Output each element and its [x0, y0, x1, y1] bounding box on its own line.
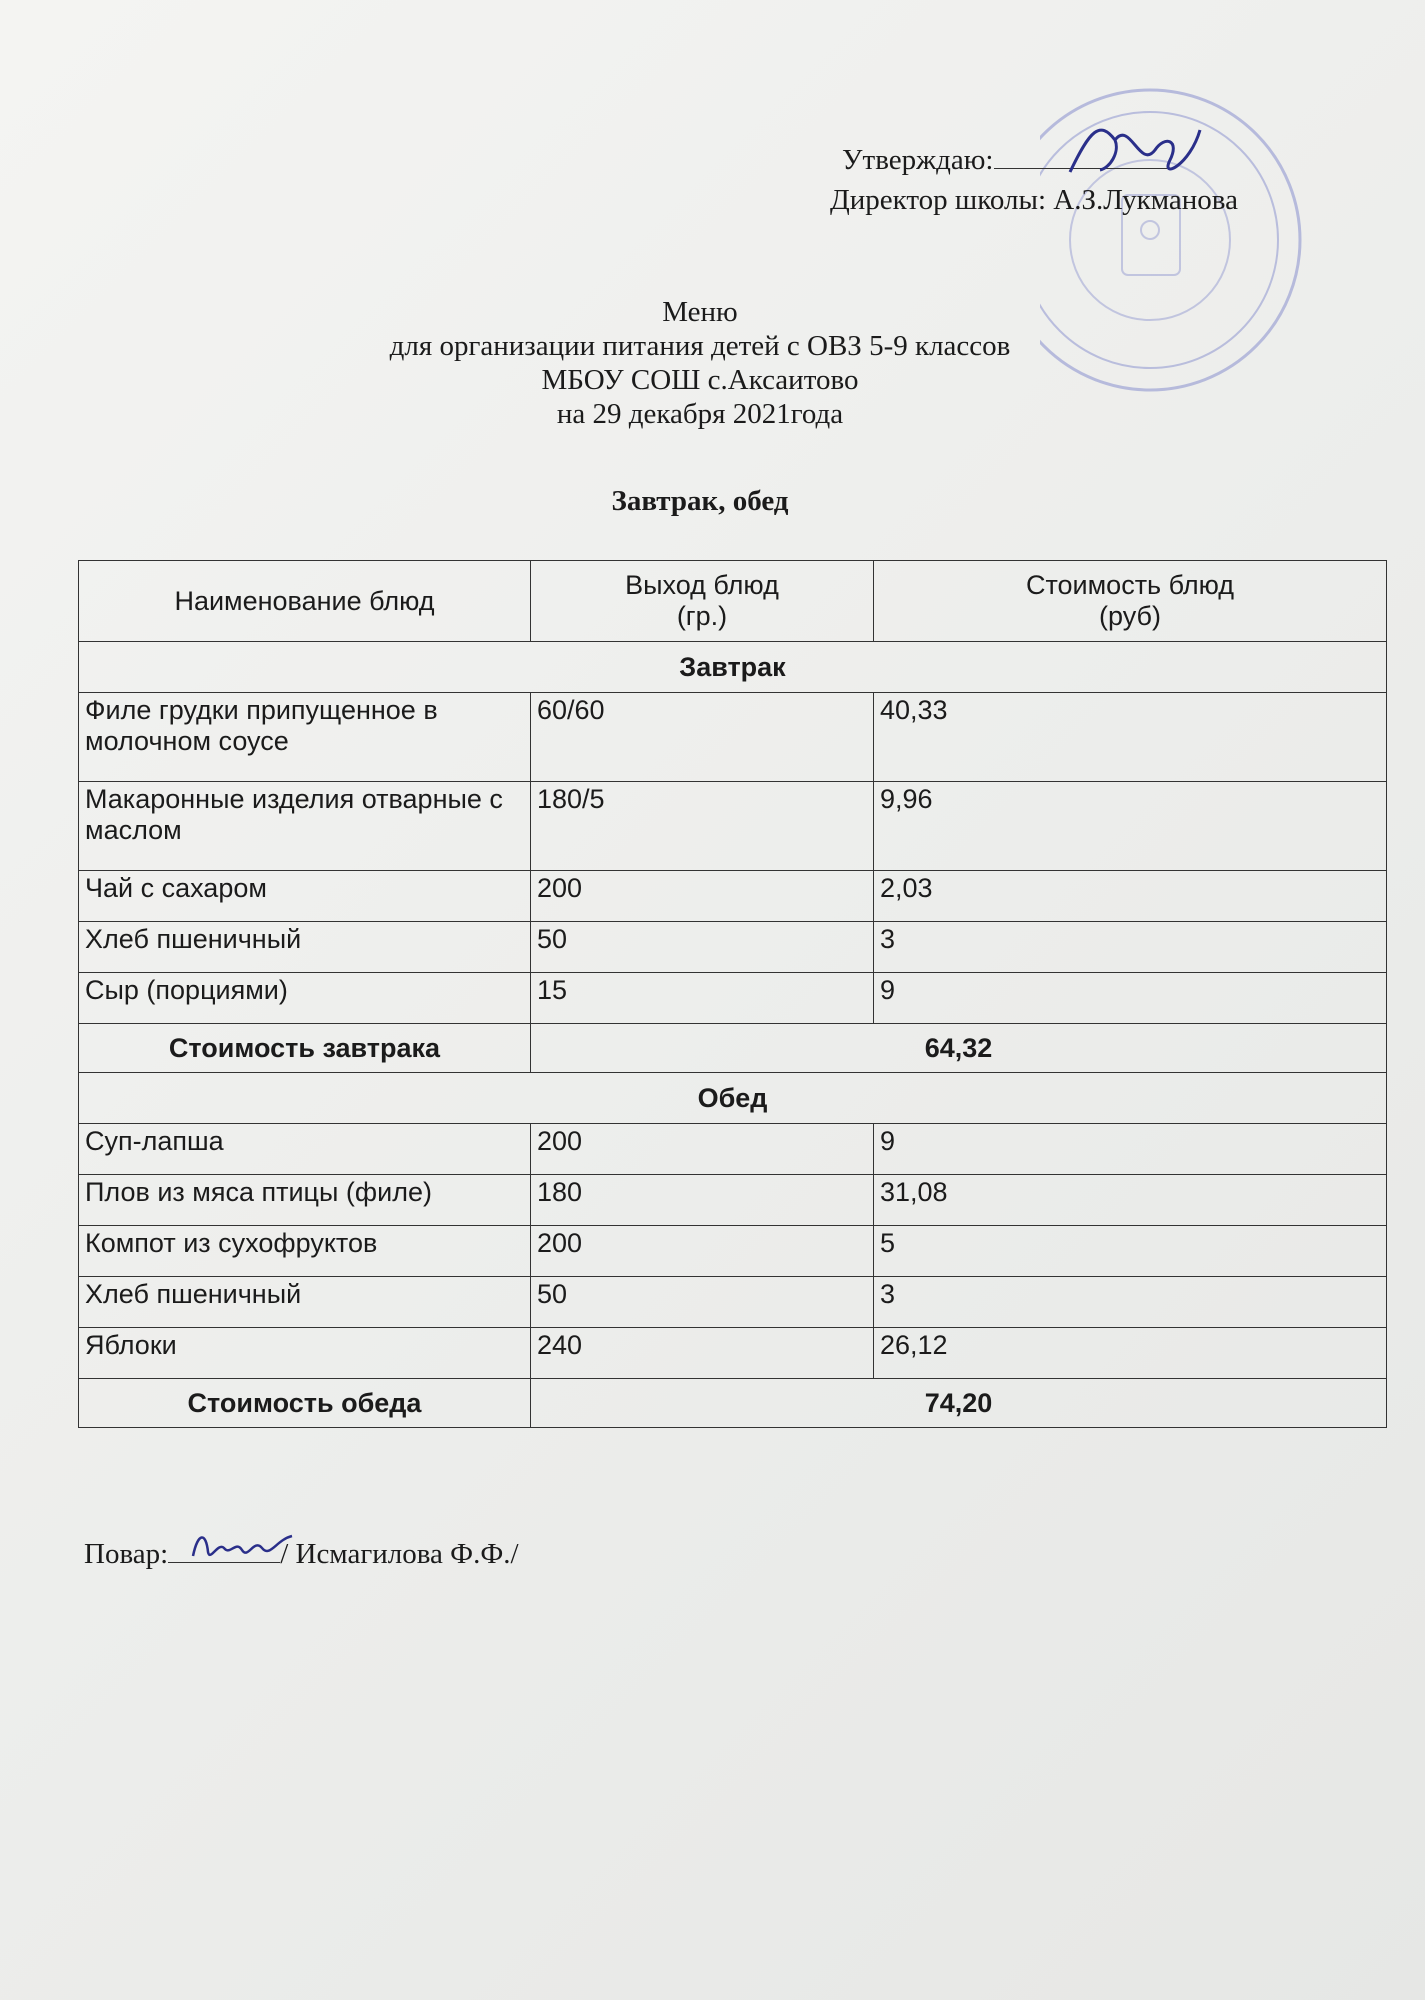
dish-weight: 240	[531, 1328, 874, 1379]
table-row	[79, 1226, 1387, 1277]
dish-cost: 26,12	[874, 1328, 1387, 1379]
dish-cost: 9	[874, 973, 1387, 1024]
table-row	[79, 782, 1387, 871]
dish-cost: 40,33	[874, 693, 1387, 782]
cook-line	[84, 1538, 519, 1571]
dish-name: Суп-лапша	[79, 1124, 531, 1175]
section-lunch	[79, 1073, 1387, 1124]
breakfast-total-row	[79, 1024, 1387, 1073]
dish-weight: 200	[531, 1226, 874, 1277]
heading-purpose: для организации питания детей с ОВЗ 5-9 классов	[389, 330, 1011, 362]
dish-cost: 31,08	[874, 1175, 1387, 1226]
header-dish: Наименование блюд	[79, 561, 531, 642]
dish-cost: 9,96	[874, 782, 1387, 871]
cook-signature	[188, 1522, 298, 1572]
dish-weight: 50	[531, 1277, 874, 1328]
dish-name: Чай с сахаром	[79, 871, 531, 922]
meals-title: Завтрак, обед	[611, 485, 789, 517]
dish-weight: 180	[531, 1175, 874, 1226]
table-header	[79, 561, 1387, 642]
approval-label: Утверждаю:	[842, 144, 994, 176]
total-value: 64,32	[531, 1024, 1387, 1073]
dish-name: Хлеб пшеничный	[79, 922, 531, 973]
dish-cost: 3	[874, 1277, 1387, 1328]
total-label: Стоимость завтрака	[79, 1024, 531, 1073]
section-breakfast	[79, 642, 1387, 693]
heading-menu: Меню	[662, 296, 738, 328]
cook-label: Повар:	[84, 1538, 169, 1570]
table-row	[79, 973, 1387, 1024]
dish-weight: 180/5	[531, 782, 874, 871]
section-label: Завтрак	[79, 642, 1387, 693]
dish-weight: 50	[531, 922, 874, 973]
dish-name: Компот из сухофруктов	[79, 1226, 531, 1277]
table-row	[79, 1277, 1387, 1328]
table-row	[79, 871, 1387, 922]
dish-weight: 60/60	[531, 693, 874, 782]
dish-name: Макаронные изделия отварные с маслом	[79, 782, 531, 871]
dish-name: Сыр (порциями)	[79, 973, 531, 1024]
dish-name: Плов из мяса птицы (филе)	[79, 1175, 531, 1226]
header-weight: Выход блюд (гр.)	[531, 561, 874, 642]
dish-name: Яблоки	[79, 1328, 531, 1379]
dish-weight: 200	[531, 1124, 874, 1175]
director-signature	[1060, 110, 1210, 190]
section-label: Обед	[79, 1073, 1387, 1124]
total-label: Стоимость обеда	[79, 1379, 531, 1428]
lunch-total-row	[79, 1379, 1387, 1428]
table-row	[79, 1328, 1387, 1379]
table-row	[79, 922, 1387, 973]
dish-name: Хлеб пшеничный	[79, 1277, 531, 1328]
document-heading	[0, 295, 1400, 431]
dish-cost: 3	[874, 922, 1387, 973]
dish-weight: 15	[531, 973, 874, 1024]
dish-cost: 2,03	[874, 871, 1387, 922]
director-line: Директор школы: А.З.Лукманова	[830, 184, 1238, 216]
dish-name: Филе грудки припущенное в молочном соусе	[79, 693, 531, 782]
dish-cost: 5	[874, 1226, 1387, 1277]
total-value: 74,20	[531, 1379, 1387, 1428]
table-row	[79, 1124, 1387, 1175]
dish-cost: 9	[874, 1124, 1387, 1175]
table-row	[79, 693, 1387, 782]
heading-school: МБОУ СОШ с.Аксаитово	[541, 364, 859, 396]
cook-name: / Исмагилова Ф.Ф./	[280, 1538, 519, 1570]
menu-table	[78, 560, 1387, 1428]
dish-weight: 200	[531, 871, 874, 922]
heading-date: на 29 декабря 2021года	[556, 398, 844, 430]
table-row	[79, 1175, 1387, 1226]
header-cost: Стоимость блюд (руб)	[874, 561, 1387, 642]
